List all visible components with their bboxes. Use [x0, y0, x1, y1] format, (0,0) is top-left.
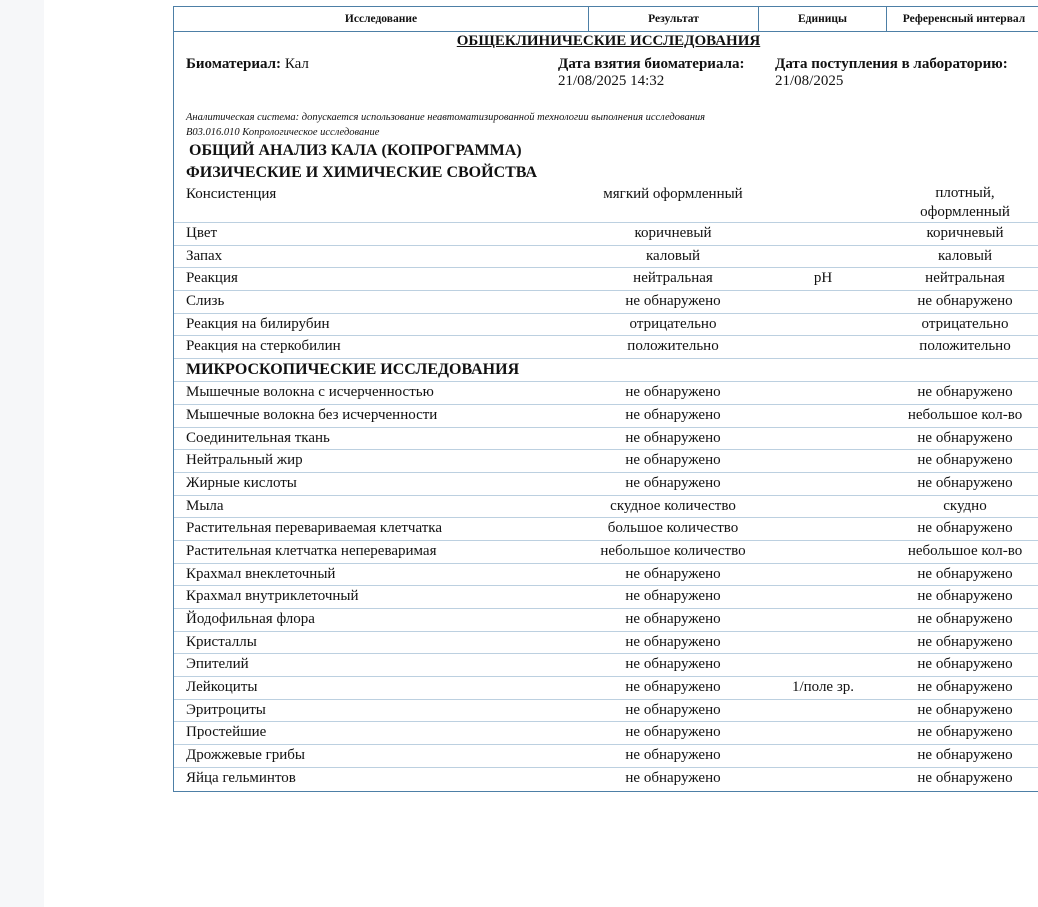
test-name: Растительная перевариваемая клетчатка — [186, 520, 442, 537]
test-units — [759, 428, 887, 450]
test-name: Мыла — [186, 497, 224, 514]
test-name: Растительная клетчатка непереваримая — [186, 542, 437, 559]
test-name: Слизь — [186, 293, 225, 310]
test-result: не обнаружено — [625, 474, 721, 491]
test-result: не обнаружено — [625, 633, 721, 650]
table-header — [174, 6, 1038, 32]
test-units — [759, 223, 887, 245]
test-units — [759, 654, 887, 676]
received-label: Дата поступления в лабораторию: — [775, 56, 1008, 72]
table-row — [174, 246, 1038, 269]
test-reference: каловый — [937, 247, 993, 264]
header-result: Результат — [589, 7, 759, 31]
test-name: Крахмал внеклеточный — [186, 565, 336, 582]
table-row — [174, 336, 1038, 359]
analysis-title: ОБЩИЙ АНАЛИЗ КАЛА (КОПРОГРАММА) — [189, 142, 522, 159]
test-units — [759, 496, 887, 518]
test-reference: не обнаружено — [917, 679, 1013, 696]
biomaterial-value: Кал — [284, 56, 309, 72]
test-name: Простейшие — [186, 724, 267, 741]
test-name: Эпителий — [186, 656, 249, 673]
table-row — [174, 450, 1038, 473]
test-units: 1/поле зр. — [791, 679, 855, 696]
test-units — [759, 632, 887, 654]
test-reference: не обнаружено — [917, 633, 1013, 650]
collected-date — [558, 56, 775, 108]
test-result: не обнаружено — [625, 565, 721, 582]
test-units — [759, 586, 887, 608]
table-row — [174, 184, 1038, 223]
table-row — [174, 223, 1038, 246]
test-units — [759, 405, 887, 427]
test-result: большое количество — [607, 520, 739, 537]
section-title: ОБЩЕКЛИНИЧЕСКИЕ ИССЛЕДОВАНИЯ — [456, 33, 761, 49]
analytic-system-note: Аналитическая система: допускается использование неавтоматизированной технологии выполнения исследования — [186, 112, 706, 123]
collected-value: 21/08/2025 14:32 — [558, 73, 665, 89]
test-reference: не обнаружено — [917, 611, 1013, 627]
test-units — [759, 314, 887, 336]
test-result: не обнаружено — [625, 747, 721, 764]
test-result: отрицательно — [629, 315, 717, 332]
test-units — [759, 541, 887, 563]
test-units — [759, 609, 887, 631]
test-reference: не обнаружено — [917, 429, 1013, 446]
test-name: Реакция — [186, 270, 238, 287]
test-reference: не обнаружено — [917, 656, 1013, 673]
test-name: Мышечные волокна без исчерченности — [186, 406, 438, 423]
test-reference: отрицательно — [921, 315, 1009, 332]
table-row — [174, 405, 1038, 428]
test-reference: не обнаружено — [917, 724, 1013, 741]
physical-section-title: ФИЗИЧЕСКИЕ И ХИМИЧЕСКИЕ СВОЙСТВА — [186, 164, 538, 181]
test-reference: не обнаружено — [917, 384, 1013, 401]
test-name: Запах — [186, 247, 223, 264]
test-reference: не обнаружено — [917, 293, 1013, 310]
table-row — [174, 768, 1038, 791]
table-row — [174, 518, 1038, 541]
table-row — [174, 541, 1038, 564]
collected-label: Дата взятия биоматериала: — [558, 56, 745, 72]
test-units: pH — [813, 270, 833, 287]
test-name: Дрожжевые грибы — [186, 747, 306, 764]
test-units — [759, 382, 887, 404]
test-reference: не обнаружено — [917, 520, 1013, 537]
header-reference: Референсный интервал — [902, 13, 1026, 25]
test-name: Мышечные волокна с исчерченностью — [186, 384, 434, 401]
test-result: не обнаружено — [625, 429, 721, 446]
table-row — [174, 722, 1038, 745]
test-result: небольшое количество — [600, 542, 746, 559]
test-reference: не обнаружено — [917, 588, 1013, 605]
test-units — [759, 700, 887, 722]
procedure-code-note: B03.016.010 Копрологическое исследование — [186, 127, 380, 138]
test-name: Яйца гельминтов — [186, 769, 296, 786]
test-result: не обнаружено — [625, 701, 721, 718]
test-units — [759, 336, 887, 358]
received-value: 21/08/2025 — [775, 73, 844, 89]
test-reference: скудно — [943, 497, 987, 514]
table-row — [174, 496, 1038, 519]
test-result: не обнаружено — [625, 384, 721, 401]
header-units: Единицы — [759, 7, 887, 31]
test-result: положительно — [627, 338, 719, 355]
reference-line-2: оформленный — [920, 204, 1010, 220]
test-name: Цвет — [186, 225, 218, 241]
test-units — [759, 450, 887, 472]
test-name: Йодофильная флора — [186, 611, 315, 627]
test-name: Крахмал внутриклеточный — [186, 588, 359, 605]
test-result: мягкий оформленный — [603, 186, 743, 202]
document-page — [44, 0, 1038, 907]
test-result: не обнаружено — [625, 452, 721, 469]
test-result: каловый — [645, 247, 701, 264]
test-name: Эритроциты — [186, 701, 266, 718]
test-result: не обнаружено — [625, 724, 721, 741]
test-units — [759, 291, 887, 313]
test-name: Реакция на стеркобилин — [186, 338, 341, 355]
test-result: скудное количество — [610, 497, 736, 514]
test-reference: небольшое кол-во — [907, 406, 1023, 423]
table-row — [174, 314, 1038, 337]
table-row — [174, 609, 1038, 632]
test-name: Нейтральный жир — [186, 452, 303, 469]
biomaterial-label: Биоматериал: — [186, 56, 282, 72]
test-units — [759, 768, 887, 790]
test-result: не обнаружено — [625, 611, 721, 627]
test-name: Реакция на билирубин — [186, 315, 330, 332]
test-name: Кристаллы — [186, 633, 257, 650]
test-reference: не обнаружено — [917, 747, 1013, 764]
test-result: не обнаружено — [625, 588, 721, 605]
table-row — [174, 677, 1038, 700]
test-reference: не обнаружено — [917, 452, 1013, 469]
test-reference: не обнаружено — [917, 565, 1013, 582]
test-reference: не обнаружено — [917, 701, 1013, 718]
table-row — [174, 382, 1038, 405]
lab-report-table — [173, 6, 1038, 792]
test-result: нейтральная — [633, 270, 713, 287]
reference-line-1: плотный, — [935, 185, 995, 201]
test-reference: коричневый — [926, 225, 1004, 241]
test-name: Жирные кислоты — [186, 474, 297, 491]
test-units — [759, 518, 887, 540]
test-result: не обнаружено — [625, 769, 721, 786]
test-result: коричневый — [634, 225, 712, 241]
test-reference: небольшое кол-во — [907, 542, 1023, 559]
test-reference: не обнаружено — [917, 474, 1013, 491]
table-row — [174, 473, 1038, 496]
test-result: не обнаружено — [625, 406, 721, 423]
table-row — [174, 586, 1038, 609]
test-units — [759, 473, 887, 495]
microscopic-section-title: МИКРОСКОПИЧЕСКИЕ ИССЛЕДОВАНИЯ — [174, 359, 1038, 382]
test-units — [759, 184, 887, 222]
test-name: Лейкоциты — [186, 679, 258, 696]
table-row — [174, 632, 1038, 655]
test-units — [759, 564, 887, 586]
table-row — [174, 654, 1038, 677]
test-name: Консистенция — [186, 186, 277, 202]
table-row — [174, 700, 1038, 723]
test-reference: нейтральная — [925, 270, 1005, 287]
test-units — [759, 246, 887, 268]
biomaterial — [174, 56, 558, 108]
table-row — [174, 428, 1038, 451]
header-test: Исследование — [174, 7, 589, 31]
test-result: не обнаружено — [625, 679, 721, 696]
test-reference: положительно — [919, 338, 1011, 355]
test-result: не обнаружено — [625, 293, 721, 310]
test-result: не обнаружено — [625, 656, 721, 673]
test-units — [759, 722, 887, 744]
test-reference: не обнаружено — [917, 769, 1013, 786]
table-row — [174, 745, 1038, 768]
table-row — [174, 564, 1038, 587]
test-reference — [887, 184, 1038, 222]
received-date — [775, 56, 1038, 108]
table-row — [174, 291, 1038, 314]
table-row — [174, 268, 1038, 291]
sample-meta — [174, 56, 1038, 108]
test-name: Соединительная ткань — [186, 429, 330, 446]
test-units — [759, 745, 887, 767]
